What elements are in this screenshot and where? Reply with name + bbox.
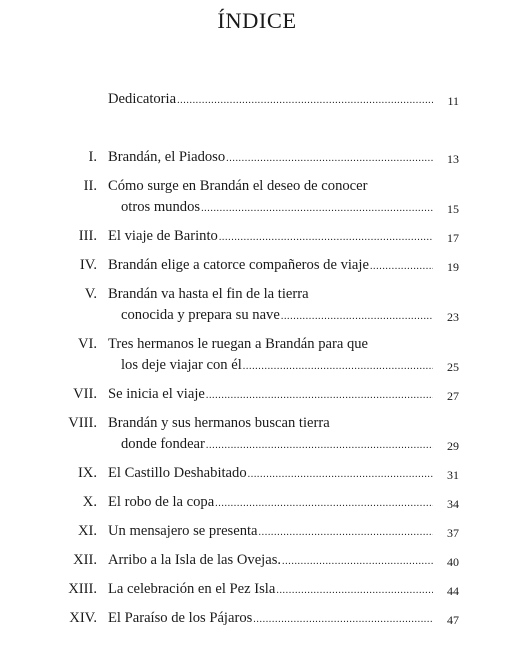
dot-leader	[206, 385, 433, 407]
chapter-number: II.	[83, 178, 97, 194]
chapter-number: IX.	[77, 465, 97, 481]
dot-leader	[226, 148, 433, 170]
chapter-number: X.	[82, 494, 97, 510]
page-number: 25	[447, 360, 459, 374]
dot-leader	[259, 522, 433, 544]
entry-title-line	[121, 196, 433, 220]
chapter-number: IV.	[79, 257, 97, 273]
entry-title-text: Cómo surge en Brandán el deseo de conocer	[108, 178, 368, 194]
page-number: 13	[447, 152, 459, 166]
page-number: 31	[447, 468, 459, 482]
dot-leader	[253, 609, 433, 631]
entry-title-line	[108, 225, 433, 249]
entry-title-text: Dedicatoria	[108, 91, 177, 107]
entry-title-text: Un mensajero se presenta	[108, 523, 258, 539]
entry-title-text: El viaje de Barinto	[108, 228, 218, 244]
page-number: 44	[447, 584, 459, 598]
entry-title-line	[108, 383, 433, 407]
page-number: 40	[447, 555, 459, 569]
entry-title-text: Tres hermanos le ruegan a Brandán para que	[108, 336, 369, 352]
chapter-number: III.	[78, 228, 97, 244]
dot-leader	[248, 464, 433, 486]
entry-title-text: Arribo a la Isla de las Ovejas.	[108, 552, 282, 568]
chapter-number: VIII.	[68, 415, 97, 431]
dot-leader	[282, 551, 433, 573]
dot-leader	[201, 198, 433, 220]
entry-title-line	[121, 304, 433, 328]
chapter-number: XIV.	[69, 610, 97, 626]
page-number: 19	[447, 260, 459, 274]
dot-leader	[206, 435, 433, 457]
entry-title-line	[108, 607, 433, 631]
entry-title-text: los deje viajar con él	[121, 357, 242, 373]
entry-title-line	[108, 549, 433, 573]
dot-leader	[281, 306, 433, 328]
chapter-number: I.	[88, 149, 97, 165]
entry-title-text: El robo de la copa	[108, 494, 215, 510]
page-title: ÍNDICE	[217, 8, 297, 33]
dot-leader	[177, 90, 433, 112]
entry-title-line	[108, 333, 433, 355]
entry-title-line	[121, 354, 433, 378]
dot-leader	[370, 256, 433, 278]
entry-title-line	[108, 175, 433, 197]
page-number: 37	[447, 526, 459, 540]
entry-title-text: El Castillo Deshabitado	[108, 465, 247, 481]
entry-title-text: Brandán elige a catorce compañeros de viaje	[108, 257, 369, 273]
chapter-number: XIII.	[68, 581, 97, 597]
entry-title-line	[108, 578, 433, 602]
page-number: 29	[447, 439, 459, 453]
entry-title-line	[108, 88, 433, 112]
page-number: 17	[447, 231, 459, 245]
entry-title-text: conocida y prepara su nave	[121, 307, 280, 323]
page-number: 15	[447, 202, 459, 216]
entry-title-text: otros mundos	[121, 199, 201, 215]
dot-leader	[243, 356, 433, 378]
page-number: 47	[447, 613, 459, 627]
entry-title-text: La celebración en el Pez Isla	[108, 581, 276, 597]
page-number: 34	[447, 497, 459, 511]
dot-leader	[215, 493, 433, 515]
chapter-number: V.	[84, 286, 97, 302]
entry-title-line	[108, 283, 433, 305]
page-number: 23	[447, 310, 459, 324]
page-number: 11	[447, 94, 459, 108]
entry-title-text: Brandán va hasta el fin de la tierra	[108, 286, 309, 302]
entry-title-line	[108, 520, 433, 544]
entry-title-line	[108, 254, 433, 278]
entry-title-text: Brandán y sus hermanos buscan tierra	[108, 415, 330, 431]
entry-title-line	[108, 146, 433, 170]
chapter-number: XI.	[77, 523, 97, 539]
entry-title-text: Se inicia el viaje	[108, 386, 205, 402]
page-number: 27	[447, 389, 459, 403]
entry-title-line	[108, 412, 433, 434]
chapter-number: VI.	[77, 336, 97, 352]
entry-title-text: Brandán, el Piadoso	[108, 149, 226, 165]
entry-title-line	[108, 462, 433, 486]
entry-title-text: El Paraíso de los Pájaros	[108, 610, 253, 626]
entry-title-line	[121, 433, 433, 457]
dot-leader	[219, 227, 433, 249]
entry-title-line	[108, 491, 433, 515]
chapter-number: VII.	[73, 386, 97, 402]
entry-title-text: donde fondear	[121, 436, 205, 452]
chapter-number: XII.	[73, 552, 97, 568]
dot-leader	[276, 580, 433, 602]
